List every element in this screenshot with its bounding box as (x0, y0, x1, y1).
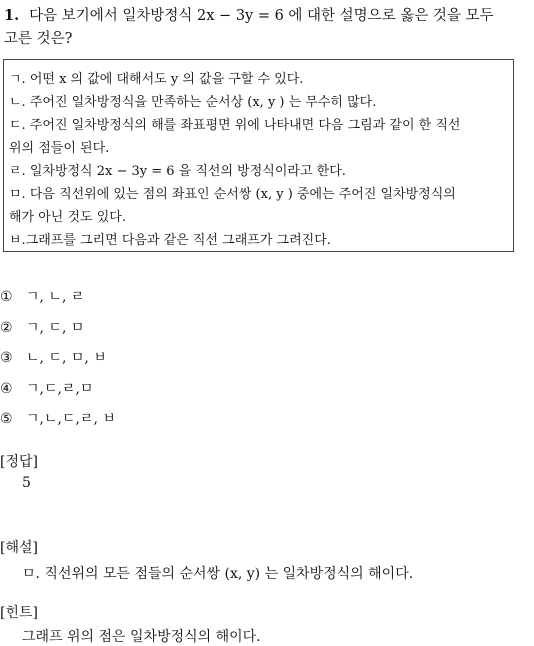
statement-line-8: ㅂ.그래프를 그리면 다음과 같은 직선 그래프가 그려진다. (9, 233, 331, 248)
question-number: 1. (4, 7, 20, 24)
statement-line-3: ㄷ. 주어진 일차방정식의 해를 좌표평면 위에 나타내면 다음 그림과 같이 한 직선 (9, 118, 461, 133)
question-line-2: 고른 것은? (4, 31, 73, 47)
statements-box (3, 59, 514, 252)
choice-2[interactable] (0, 317, 84, 337)
choice-2-text: ㄱ, ㄷ, ㅁ (26, 320, 85, 336)
choice-4[interactable] (0, 378, 93, 398)
statement-line-6: ㅁ. 다음 직선위에 있는 점의 좌표인 순서쌍 (x, y ) 중에는 주어진 일차방정식의 (9, 187, 456, 202)
choice-3[interactable] (0, 347, 107, 367)
question-line-1 (4, 4, 494, 25)
question-text-1: 다음 보기에서 일차방정식 2x − 3y = 6 에 대한 설명으로 옳은 것을 모두 (29, 8, 494, 24)
choice-4-text: ㄱ,ㄷ,ㄹ,ㅁ (26, 381, 94, 397)
choice-5[interactable] (0, 408, 116, 428)
choice-3-mark: ③ (0, 350, 13, 366)
choice-3-text: ㄴ, ㄷ, ㅁ, ㅂ (26, 350, 107, 366)
choice-1[interactable] (0, 286, 84, 306)
statement-line-4: 위의 점들이 된다. (9, 141, 110, 156)
statement-line-7: 해가 아닌 것도 있다. (9, 210, 126, 225)
choice-4-mark: ④ (0, 381, 13, 397)
answer-label: [정답] (0, 454, 38, 470)
statement-line-2: ㄴ. 주어진 일차방정식을 만족하는 순서상 (x, y ) 는 무수히 많다. (9, 95, 377, 110)
statement-line-1: ㄱ. 어떤 x 의 값에 대해서도 y 의 값을 구할 수 있다. (9, 72, 304, 87)
choice-5-mark: ⑤ (0, 411, 13, 427)
hint-text: 그래프 위의 점은 일차방정식의 해이다. (22, 629, 261, 645)
choice-2-mark: ② (0, 320, 13, 336)
answer-value: 5 (22, 475, 31, 491)
choice-1-text: ㄱ, ㄴ, ㄹ (26, 289, 85, 305)
choice-1-mark: ① (0, 289, 13, 305)
explanation-text: ㅁ. 직선위의 모든 점들의 순서쌍 (x, y) 는 일차방정식의 해이다. (22, 566, 414, 582)
statement-line-5: ㄹ. 일차방정식 2x − 3y = 6 을 직선의 방정식이라고 한다. (9, 164, 346, 179)
explanation-label: [해설] (0, 540, 38, 556)
choice-5-text: ㄱ,ㄴ,ㄷ,ㄹ, ㅂ (26, 411, 116, 427)
hint-label: [힌트] (0, 605, 38, 621)
